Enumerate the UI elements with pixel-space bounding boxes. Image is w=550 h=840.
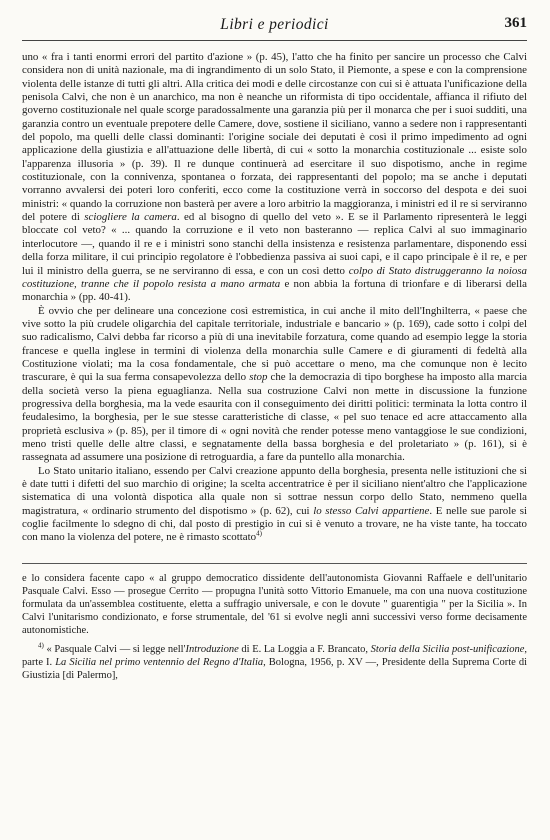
footnote-continuation — [22, 572, 527, 637]
text-run: sciogliere la camera — [84, 211, 177, 224]
footnote-4 — [22, 643, 527, 682]
running-header — [22, 10, 527, 41]
paragraph-3 — [22, 465, 527, 545]
paragraph-2 — [22, 305, 527, 465]
text-run: che la democrazia di tipo borghese ha imposto alla marcia della società verso la piena eguaglianza. Nella sua costruzione Calvi non mette in discussione la funzione progressiva della borghesia, ma la vede esaurita con il conseguimento dei diritti politici: terminata la lotta contro il feudalesimo, la borghesia, per le sue stesse caratteristiche di classe, « pel suo tenace ed acre attaccamento alla proprietà esclusiva » (p. 85), per il timore di « ogni novità che render potesse meno vantaggiose le sue condizioni, meno tristi quelle delle altre classi, e segnatamente della bassa borghesia e del proletariato » (p. 161), si è rassegnata ad assumere una posizione di retroguardia, a fare da puntello alla monarchia. — [22, 371, 527, 464]
text-run: e non abbia la fortuna di trionfare e di liberarsi della monarchia » (pp. 40-41). — [22, 277, 527, 304]
page-number: 361 — [504, 15, 527, 31]
text-run: . E nelle sue parole si coglie facilmente lo sdegno di chi, dal posto di prestigio in cui si è venuto a trovare, ne ha viste tante, ha toccato con mano la violenza del potere, ne è rimasto scottato — [22, 504, 527, 544]
text-run: , parte I. — [22, 644, 527, 669]
text-run: e lo considera facente capo « al gruppo democratico dissidente dell'autonomista Giovanni Raffaele e dell'unitario Pasquale Calvi. Esso — prosegue Cerrito — propugna l'unità sotto Vittorio Emanuele, ma con una nuova costituzione formulata da un'assemblea costituente, eletta a suffragio universale, e con le dovute " guarentigia " per la Sicilia ». In Calvi l'unitarismo condizionato, e forse strumentale, del '61 si evolve negli anni successivi verso forme decisamente autonomistiche. — [22, 572, 527, 637]
footnote-number: 4) — [38, 641, 44, 650]
footnote-divider — [22, 563, 527, 564]
text-run: . ed al bisogno di quello del veto ». E se il Parlamento ripresenterà le leggi bloccate col veto? « ... quando la corruzione e il veto non basteranno — replica Calvi al suo immaginario interlocutore —, quando il re e i ministri sono stanchi della insistenza e resistenza parlamentare, disponendo essi della forza militare, il cui principio regolatore è l'obbedienza passiva ai suoi capi, e il capo principale è il re, e per lui il ministro della guerra, se ne serviranno di essa, e con un così detto — [22, 211, 528, 277]
text-run: Introduzione — [185, 644, 239, 656]
text-run: « Pasquale Calvi — si legge nell' — [46, 644, 186, 656]
text-run: , Bologna, 1956, p. XV —, Presidente della Suprema Corte di Giustizia [di Palermo], — [22, 657, 527, 682]
text-run: Storia della Sicilia post-unificazione — [370, 644, 525, 656]
text-run: Lo Stato unitario italiano, essendo per Calvi creazione appunto della borghesia, presenta nelle istituzioni che si è date tutti i difetti del suo marchio di origine; la scelta accentratrice è per il siciliano nient'altro che l'applicazione sistematica di una volontà dispotica alla quale non si sottrae nessun corpo dello Stato, nemmeno quella magistratura, « ordinario strumento del dispotismo » (p. 62), cui — [22, 464, 527, 517]
text-run: uno « fra i tanti enormi errori del partito d'azione » (p. 45), l'atto che ha finito per sancire un processo che Calvi considera non di unità nazionale, ma di ingrandimento di un solo Stato, il Piemonte, a spese e con la comprensione violenta delle istanze di tutti gli altri. Alla critica dei modi e delle circostanze con cui si è attuata l'unificazione della penisola Calvi, che non è un anarchico, ma non è neanche un riformista di tipo occidentale, affianca il rifiuto del governo costituzionale nel quale scorge paradossalmente una garanzia più per il monarca che per i suoi sudditi, una garanzia contro un eventuale prepotere delle Camere, dove, sostiene il siciliano, vanno a sedere non i rappresentanti del popolo, ma quelli delle classi dominanti: l'origine sociale dei deputati è così il primo impedimento ad ogni applicazione della giustizia e all'attuazione delle libertà, di cui « sotto la monarchia costituzionale ... esiste solo l'apparenza illusoria » (p. 39). Il re dunque continuerà ad esercitare il suo dispotismo, anche in regime costituzionale, con la connivenza, spontanea o forzata, dei rappresentanti del popolo; ma se anche i deputati vorranno avvalersi dei poteri loro conferiti, ecco come la costituzione verrà in soccorso del despota e dei suoi ministri: « quando la corruzione non basterà per avere a loro arbitrio la maggioranza, i ministri ed il re si serviranno del potere di — [22, 51, 527, 224]
text-run: colpo di Stato distruggeranno la noiosa costituzione, tranne che il popolo resista a mano armata — [22, 264, 527, 290]
page — [0, 10, 550, 840]
paragraph-1 — [22, 51, 527, 305]
text-run: lo stesso Calvi appartiene — [313, 504, 430, 517]
text-run: La Sicilia nel primo ventennio del Regno d'Italia — [55, 657, 264, 669]
text-run: di E. La Loggia a F. Brancato, — [238, 644, 371, 656]
text-run: È ovvio che per delineare una concezione così estremistica, in cui anche il mito dell'Inghilterra, « paese che vive sotto la più crudele oligarchia del capitale territoriale, industriale e bancario » (p. 169), cade sotto i colpi del suo radicalismo, Calvi debba far ricorso a più di una inevitabile forzatura, come quando ad esempio legge la storia francese e quella inglese in termini di violenza della monarchia sulle Camere e di giuramenti di fedeltà alla Costituzione violati; ma la cosa fondamentale, che si può accettare o meno, ma che comunque non è lecito trascurare, è qui la sua ferma consapevolezza dello — [22, 304, 527, 384]
body-text — [22, 51, 527, 545]
footnotes — [22, 572, 527, 683]
running-title: Libri e periodici — [220, 16, 329, 33]
footnote-marker[interactable]: 4) — [256, 529, 262, 538]
text-run: stop — [249, 371, 268, 384]
